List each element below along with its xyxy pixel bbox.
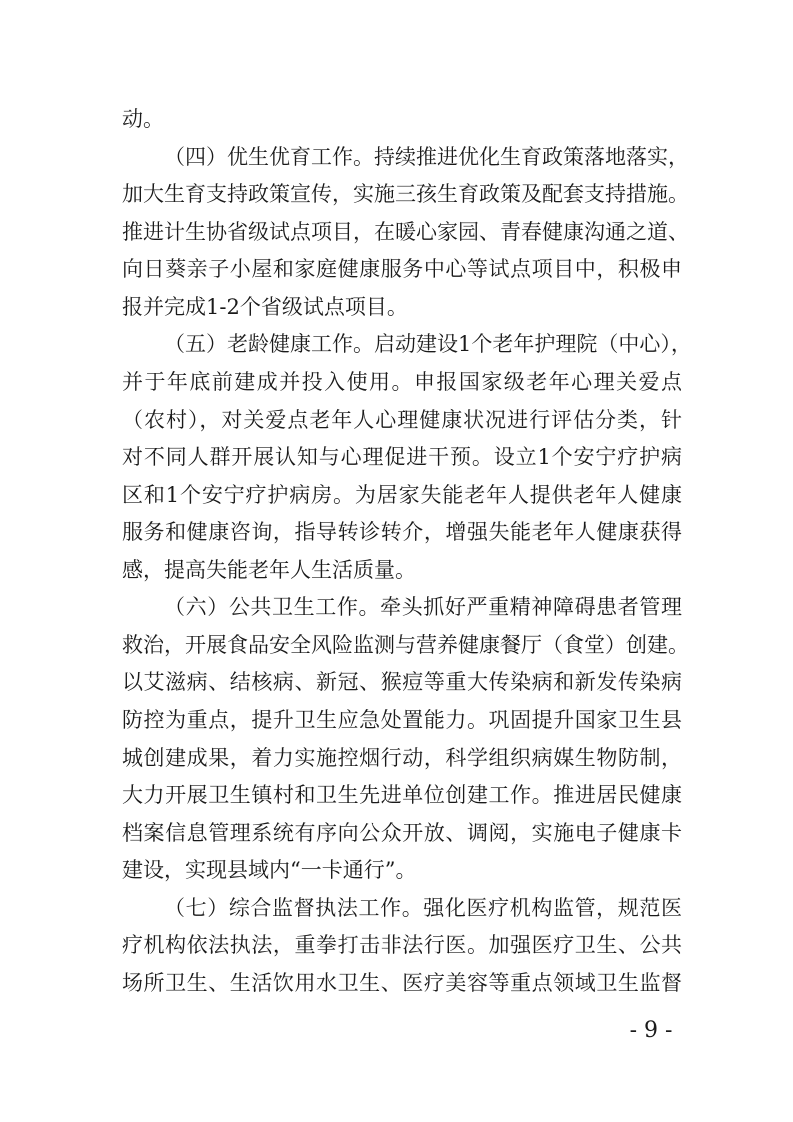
section-7-heading-line: （七）综合监督执法工作。强化医疗机构监管，规范医	[164, 896, 682, 920]
text-line: 对不同人群开展认知与心理促进干预。设立1个安宁疗护病	[122, 445, 682, 469]
text-line: 大力开展卫生镇村和卫生先进单位创建工作。推进居民健康	[122, 783, 682, 807]
text-line: 救治，开展食品安全风险监测与营养健康餐厅（食堂）创建。	[122, 633, 689, 657]
text-line: 档案信息管理系统有序向公众开放、调阅，实施电子健康卡	[122, 821, 682, 845]
page-number: - 9 -	[629, 1018, 673, 1043]
text-line: 区和1个安宁疗护病房。为居家失能老年人提供老年人健康	[122, 483, 682, 507]
section-6-heading-line: （六）公共卫生工作。牵头抓好严重精神障碍患者管理	[164, 595, 682, 619]
text-line: 场所卫生、生活饮用水卫生、医疗美容等重点领域卫生监督	[122, 971, 682, 995]
text-line: 以艾滋病、结核病、新冠、猴痘等重大传染病和新发传染病	[122, 670, 682, 694]
text-line: 并于年底前建成并投入使用。申报国家级老年心理关爱点	[122, 370, 682, 394]
text-line: 加大生育支持政策宣传，实施三孩生育政策及配套支持措施。	[122, 182, 689, 206]
text-line: 报并完成1-2个省级试点项目。	[122, 295, 408, 319]
text-line: 疗机构依法执法，重拳打击非法行医。加强医疗卫生、公共	[122, 933, 682, 957]
text-line: 感，提高失能老年人生活质量。	[122, 558, 416, 582]
text-line: 向日葵亲子小屋和家庭健康服务中心等试点项目中，积极申	[122, 257, 682, 281]
section-5-heading-line: （五）老龄健康工作。启动建设1个老年护理院（中心），	[164, 332, 692, 356]
text-line: 防控为重点，提升卫生应急处置能力。巩固提升国家卫生县	[122, 708, 682, 732]
text-line: 动。	[122, 107, 164, 131]
text-line: （农村），对关爱点老年人心理健康状况进行评估分类，针	[122, 408, 682, 432]
section-4-heading-line: （四）优生优育工作。持续推进优化生育政策落地落实，	[164, 145, 689, 169]
text-line: 服务和健康咨询，指导转诊转介，增强失能老年人健康获得	[122, 520, 682, 544]
text-line: 城创建成果，着力实施控烟行动，科学组织病媒生物防制，	[122, 746, 682, 770]
text-line: 建设，实现县域内“一卡通行”。	[122, 858, 417, 882]
text-line: 推进计生协省级试点项目，在暖心家园、青春健康沟通之道、	[122, 220, 689, 244]
